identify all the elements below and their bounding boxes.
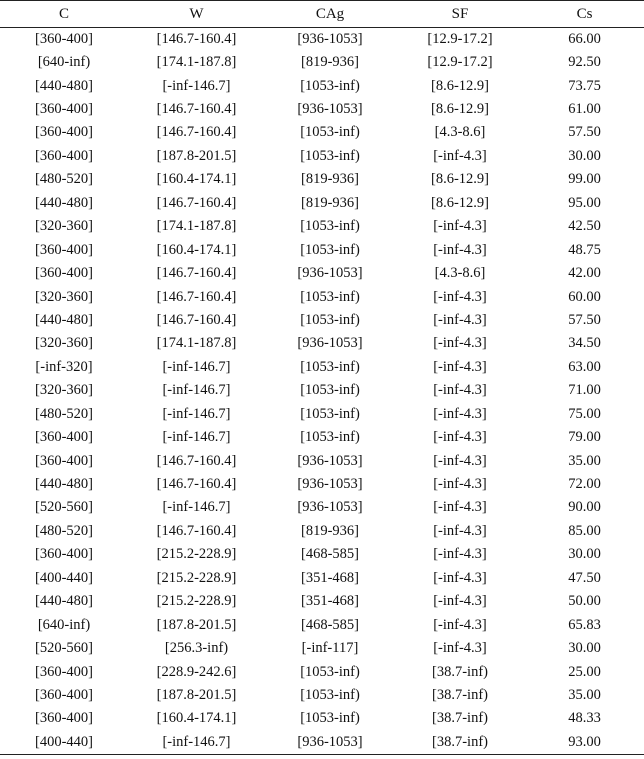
cell-cag: [1053-inf) [300, 382, 360, 399]
cell-c: [440-480] [35, 77, 93, 94]
cell-cs: 99.00 [568, 171, 601, 188]
cell-sf: [-inf-4.3] [433, 476, 487, 493]
header-cs: Cs [525, 1, 644, 28]
cell-w: [-inf-146.7] [128, 731, 265, 754]
cell-cs: 75.00 [568, 405, 601, 422]
cell-w: [146.7-160.4] [156, 30, 237, 47]
table-row [0, 98, 644, 121]
cell-w: [174.1-187.8] [156, 54, 237, 71]
table-row [0, 660, 644, 683]
cell-cs: 57.50 [568, 124, 601, 141]
cell-sf: [-inf-4.3] [433, 640, 487, 657]
cell-w: [146.7-160.4] [156, 101, 237, 118]
cell-cs: 42.00 [568, 265, 601, 282]
cell-cag: [1053-inf) [300, 405, 360, 422]
cell-cs: 90.00 [568, 499, 601, 516]
cell-sf: [-inf-4.3] [433, 241, 487, 258]
cell-w: [174.1-187.8] [156, 335, 237, 352]
cell-cs: 34.50 [568, 335, 601, 352]
cell-c: [480-520] [35, 405, 93, 422]
cell-sf: [-inf-4.3] [433, 569, 487, 586]
cell-w: [215.2-228.9] [156, 593, 237, 610]
cell-w: [174.1-187.8] [156, 218, 237, 235]
cell-cag: [351-468] [301, 569, 359, 586]
cell-w: [146.7-160.4] [156, 452, 237, 469]
cell-c: [360-400] [35, 101, 93, 118]
cell-cs: 25.00 [568, 663, 601, 680]
cell-cag: [351-468] [301, 593, 359, 610]
table-row [0, 590, 644, 613]
cell-cs: 42.50 [568, 218, 601, 235]
cell-c: [360-400] [35, 265, 93, 282]
cell-c: [-inf-320] [35, 358, 93, 375]
table-body [0, 28, 644, 755]
table-row [0, 684, 644, 707]
cell-cag: [936-1053] [297, 499, 363, 516]
table-row [0, 309, 644, 332]
cell-c: [520-560] [35, 640, 93, 657]
cell-cag: [1053-inf) [300, 686, 360, 703]
cell-w: [-inf-146.7] [162, 358, 231, 375]
cell-cag: [1053-inf) [300, 218, 360, 235]
header-w: W [128, 1, 265, 28]
cell-c: [360-400] [35, 452, 93, 469]
cell-sf: [8.6-12.9] [431, 101, 489, 118]
cell-c: [360-400] [35, 663, 93, 680]
header-row [0, 1, 644, 28]
cell-c: [520-560] [35, 499, 93, 516]
cell-cs: 79.00 [568, 429, 601, 446]
cell-w: [187.8-201.5] [156, 147, 237, 164]
cell-cag: [936-1053] [297, 265, 363, 282]
cell-w: [215.2-228.9] [156, 569, 237, 586]
cell-sf: [38.7-inf) [432, 686, 488, 703]
cell-c: [320-360] [35, 335, 93, 352]
cell-cag: [936-1053] [297, 452, 363, 469]
cell-w: [-inf-146.7] [162, 405, 231, 422]
cell-w: [146.7-160.4] [156, 194, 237, 211]
table-row [0, 379, 644, 402]
cell-cs: 65.83 [568, 616, 601, 633]
cell-w: [146.7-160.4] [156, 476, 237, 493]
table-row [0, 637, 644, 660]
table-row [0, 613, 644, 636]
table-row [0, 168, 644, 191]
cell-c: [360-400] [35, 686, 93, 703]
cell-cs: 72.00 [568, 476, 601, 493]
cell-c: [640-inf) [37, 54, 91, 71]
cell-w: [146.7-160.4] [156, 288, 237, 305]
cell-cs: 57.50 [568, 311, 601, 328]
cell-cag: [936-1053] [297, 476, 363, 493]
table-row [0, 121, 644, 144]
cell-sf: [-inf-4.3] [433, 593, 487, 610]
cell-cag: [1053-inf) [300, 147, 360, 164]
cell-cs: 60.00 [568, 288, 601, 305]
header-cag: CAg [265, 1, 395, 28]
table-row [0, 145, 644, 168]
cell-sf: [-inf-4.3] [433, 358, 487, 375]
table-row [0, 520, 644, 543]
table-row [0, 403, 644, 426]
cell-cs: 71.00 [568, 382, 601, 399]
cell-c: [480-520] [35, 522, 93, 539]
cell-cag: [819-936] [301, 522, 359, 539]
table-row [0, 449, 644, 472]
cell-cs: 48.33 [568, 710, 601, 727]
header-c: C [0, 1, 128, 28]
table-row [0, 567, 644, 590]
cell-sf: [-inf-4.3] [433, 288, 487, 305]
cell-cs: 66.00 [568, 30, 601, 47]
table-row [0, 51, 644, 74]
cell-sf: [38.7-inf) [395, 731, 525, 754]
table-row [0, 707, 644, 730]
cell-cag: [936-1053] [297, 30, 363, 47]
cell-cs: 30.00 [568, 546, 601, 563]
cell-cag: [1053-inf) [300, 77, 360, 94]
cell-sf: [8.6-12.9] [431, 171, 489, 188]
cell-c: [360-400] [35, 241, 93, 258]
cell-cs: 35.00 [568, 452, 601, 469]
cell-c: [440-480] [35, 593, 93, 610]
cell-cs: 30.00 [568, 147, 601, 164]
cell-cag: [-inf-117] [301, 640, 359, 657]
table-row [0, 426, 644, 449]
cell-sf: [4.3-8.6] [434, 265, 486, 282]
table-row [0, 731, 644, 754]
cell-c: [360-400] [35, 546, 93, 563]
cell-cs: 48.75 [568, 241, 601, 258]
cell-cs: 73.75 [568, 77, 601, 94]
cell-cag: [1053-inf) [300, 311, 360, 328]
table-row [0, 215, 644, 238]
table-row [0, 473, 644, 496]
cell-c: [640-inf) [37, 616, 91, 633]
cell-cag: [1053-inf) [300, 710, 360, 727]
cell-sf: [38.7-inf) [432, 663, 488, 680]
cell-cs: 95.00 [568, 194, 601, 211]
cell-sf: [12.9-17.2] [427, 54, 493, 71]
cell-w: [146.7-160.4] [156, 311, 237, 328]
cell-c: [360-400] [35, 710, 93, 727]
cell-c: [320-360] [35, 288, 93, 305]
cell-w: [160.4-174.1] [156, 241, 237, 258]
cell-cag: [1053-inf) [300, 288, 360, 305]
cell-w: [187.8-201.5] [156, 686, 237, 703]
cell-w: [228.9-242.6] [156, 663, 237, 680]
table-row [0, 262, 644, 285]
table-row [0, 74, 644, 97]
cell-c: [400-440] [35, 569, 93, 586]
cell-cag: [1053-inf) [300, 358, 360, 375]
cell-cag: [819-936] [301, 194, 359, 211]
cell-w: [160.4-174.1] [156, 710, 237, 727]
cell-cs: 30.00 [568, 640, 601, 657]
cell-sf: [8.6-12.9] [431, 194, 489, 211]
cell-cs: 47.50 [568, 569, 601, 586]
cell-cs: 85.00 [568, 522, 601, 539]
cell-cs: 93.00 [525, 731, 644, 754]
cell-cag: [1053-inf) [300, 663, 360, 680]
cell-c: [360-400] [35, 147, 93, 164]
table-row [0, 356, 644, 379]
cell-sf: [12.9-17.2] [427, 30, 493, 47]
cell-sf: [-inf-4.3] [433, 382, 487, 399]
cell-sf: [-inf-4.3] [433, 335, 487, 352]
cell-cs: 61.00 [568, 101, 601, 118]
cell-cag: [1053-inf) [300, 241, 360, 258]
table-row [0, 192, 644, 215]
cell-sf: [4.3-8.6] [434, 124, 486, 141]
cell-sf: [-inf-4.3] [433, 218, 487, 235]
cell-cs: 63.00 [568, 358, 601, 375]
cell-c: [480-520] [35, 171, 93, 188]
cell-sf: [-inf-4.3] [433, 452, 487, 469]
cell-w: [146.7-160.4] [156, 522, 237, 539]
cell-cs: 35.00 [568, 686, 601, 703]
table-row [0, 238, 644, 261]
cell-cag: [1053-inf) [300, 429, 360, 446]
cell-cag: [819-936] [301, 171, 359, 188]
table-header [0, 1, 644, 28]
cell-w: [160.4-174.1] [156, 171, 237, 188]
cell-c: [360-400] [35, 429, 93, 446]
cell-sf: [-inf-4.3] [433, 311, 487, 328]
table-row [0, 28, 644, 51]
cell-w: [187.8-201.5] [156, 616, 237, 633]
cell-c: [360-400] [35, 124, 93, 141]
table-row [0, 285, 644, 308]
cell-sf: [8.6-12.9] [431, 77, 489, 94]
cell-c: [360-400] [35, 30, 93, 47]
cell-cag: [936-1053] [297, 101, 363, 118]
cell-cag: [468-585] [301, 616, 359, 633]
cell-c: [320-360] [35, 382, 93, 399]
table-row [0, 496, 644, 519]
cell-cag: [1053-inf) [300, 124, 360, 141]
cell-c: [400-440] [0, 731, 128, 754]
header-sf: SF [395, 1, 525, 28]
cell-cs: 50.00 [568, 593, 601, 610]
cell-w: [-inf-146.7] [162, 499, 231, 516]
cell-cag: [468-585] [301, 546, 359, 563]
cell-cag: [819-936] [301, 54, 359, 71]
cell-cag: [936-1053] [297, 335, 363, 352]
cell-cag: [936-1053] [265, 731, 395, 754]
cell-w: [-inf-146.7] [162, 429, 231, 446]
table-row [0, 543, 644, 566]
cell-w: [-inf-146.7] [162, 77, 231, 94]
cell-c: [440-480] [35, 476, 93, 493]
cell-sf: [-inf-4.3] [433, 522, 487, 539]
cell-sf: [38.7-inf) [432, 710, 488, 727]
cell-w: [215.2-228.9] [156, 546, 237, 563]
cell-sf: [-inf-4.3] [433, 405, 487, 422]
cell-c: [440-480] [35, 311, 93, 328]
cell-w: [146.7-160.4] [156, 124, 237, 141]
cell-w: [146.7-160.4] [156, 265, 237, 282]
cell-w: [256.3-inf) [164, 640, 229, 657]
cell-c: [440-480] [35, 194, 93, 211]
cell-c: [320-360] [35, 218, 93, 235]
cell-sf: [-inf-4.3] [433, 616, 487, 633]
cell-sf: [-inf-4.3] [433, 546, 487, 563]
cell-w: [-inf-146.7] [162, 382, 231, 399]
cell-sf: [-inf-4.3] [433, 147, 487, 164]
cell-sf: [-inf-4.3] [433, 499, 487, 516]
cell-cs: 92.50 [568, 54, 601, 71]
cell-sf: [-inf-4.3] [433, 429, 487, 446]
table-row [0, 332, 644, 355]
